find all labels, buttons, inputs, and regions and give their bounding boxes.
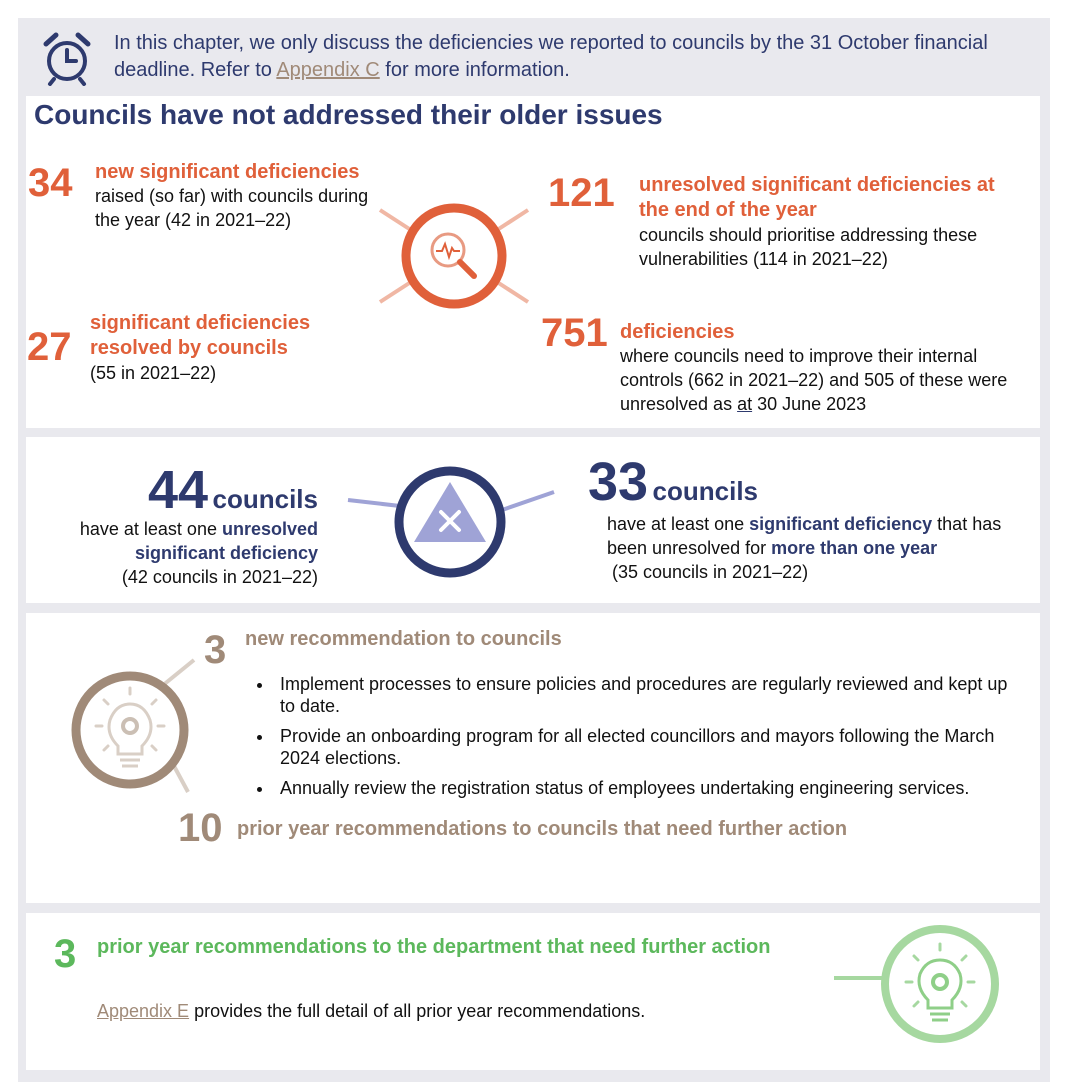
councils-number-33: 33 (588, 452, 649, 512)
right-councils-stat (588, 454, 1018, 510)
recommendation-list (238, 673, 1014, 807)
stat-number-34: 34 (28, 161, 73, 205)
right-councils-text (607, 512, 1025, 584)
left-councils-highlight: unresolved significant deficiency (134, 519, 318, 563)
stat-34-highlight: new significant deficiencies (95, 161, 360, 183)
cross-triangle-icon (344, 466, 558, 580)
recommendation-item: • Provide an onboarding program for all elected councillors and mayors following the March 2024 elections. (274, 725, 1014, 769)
appendix-e-link[interactable]: Appendix E (97, 1001, 190, 1021)
prior-rec-number: 10 (178, 806, 223, 850)
lightbulb-gear-icon (62, 654, 208, 818)
department-rec-number: 3 (54, 932, 77, 976)
councils-unit-44: councils (212, 484, 318, 514)
stat-27-text (90, 311, 360, 385)
intro-note-text-after: for more information. (379, 59, 570, 81)
stat-34-text (95, 160, 385, 232)
councils-unit-33: councils (652, 476, 759, 506)
stat-121-desc: councils should prioritise addressing these vulnerabilities (114 in 2021–22) (639, 225, 978, 269)
section-heading: Councils have not addressed their older issues (34, 99, 663, 130)
new-rec-number: 3 (204, 628, 227, 672)
stat-27-desc: (55 in 2021–22) (90, 363, 217, 383)
stat-27-highlight: significant deficiencies resolved by councils (90, 312, 311, 359)
left-councils-desc: have at least one (79, 519, 222, 539)
stat-751-at: at (737, 394, 753, 414)
right-councils-note: (35 councils in 2021–22) (607, 562, 809, 582)
left-councils-text (40, 517, 318, 589)
stat-number-751: 751 (541, 311, 608, 355)
left-councils-note: (42 councils in 2021–22) (121, 567, 318, 587)
stat-751-date: 30 June 2023 (752, 394, 867, 414)
right-councils-highlight2: more than one year (771, 538, 938, 558)
department-rec-label: prior year recommendations to the department that need further action (97, 936, 771, 958)
stat-751-desc (620, 344, 1025, 416)
appendix-e-text (97, 999, 797, 1023)
intro-note (114, 30, 1034, 84)
lightbulb-gear-icon (830, 924, 1004, 1048)
stat-34-desc: raised (so far) with councils during the year (42 in 2021–22) (95, 186, 369, 230)
appendix-e-desc: provides the full detail of all prior year recommendations. (189, 1001, 646, 1021)
recommendation-item: • Annually review the registration status of employees undertaking engineering services. (274, 777, 1014, 799)
right-councils-mid: that has been unresolved for (607, 514, 1002, 558)
stat-number-27: 27 (27, 325, 72, 369)
stat-number-121: 121 (548, 171, 615, 215)
stat-121-highlight: unresolved significant deficiencies at the end of the year (639, 174, 995, 221)
magnifier-pulse-icon (374, 198, 534, 314)
right-councils-desc: have at least one (607, 514, 750, 534)
stat-751-highlight: deficiencies (620, 321, 735, 343)
prior-rec-label: prior year recommendations to councils that need further action (237, 818, 848, 840)
right-councils-highlight1: significant deficiency (749, 514, 933, 534)
left-councils-stat (40, 462, 318, 518)
stat-751-text (620, 320, 1025, 416)
stat-121-text (639, 173, 1029, 271)
councils-number-44: 44 (147, 460, 209, 520)
intro-note-text: In this chapter, we only discuss the deficiencies we reported to councils by the 31 October financial deadline. Refer to (114, 32, 988, 81)
new-rec-label: new recommendation to councils (245, 628, 562, 650)
recommendation-item: • Implement processes to ensure policies and procedures are regularly reviewed and kept up to date. (274, 673, 1014, 717)
alarm-clock-icon (40, 30, 96, 86)
stat-751-desc-text: where councils need to improve their internal controls (662 in 2021–22) and 505 of these were unresolved as (620, 346, 1008, 414)
appendix-c-link[interactable]: Appendix C (276, 59, 380, 81)
